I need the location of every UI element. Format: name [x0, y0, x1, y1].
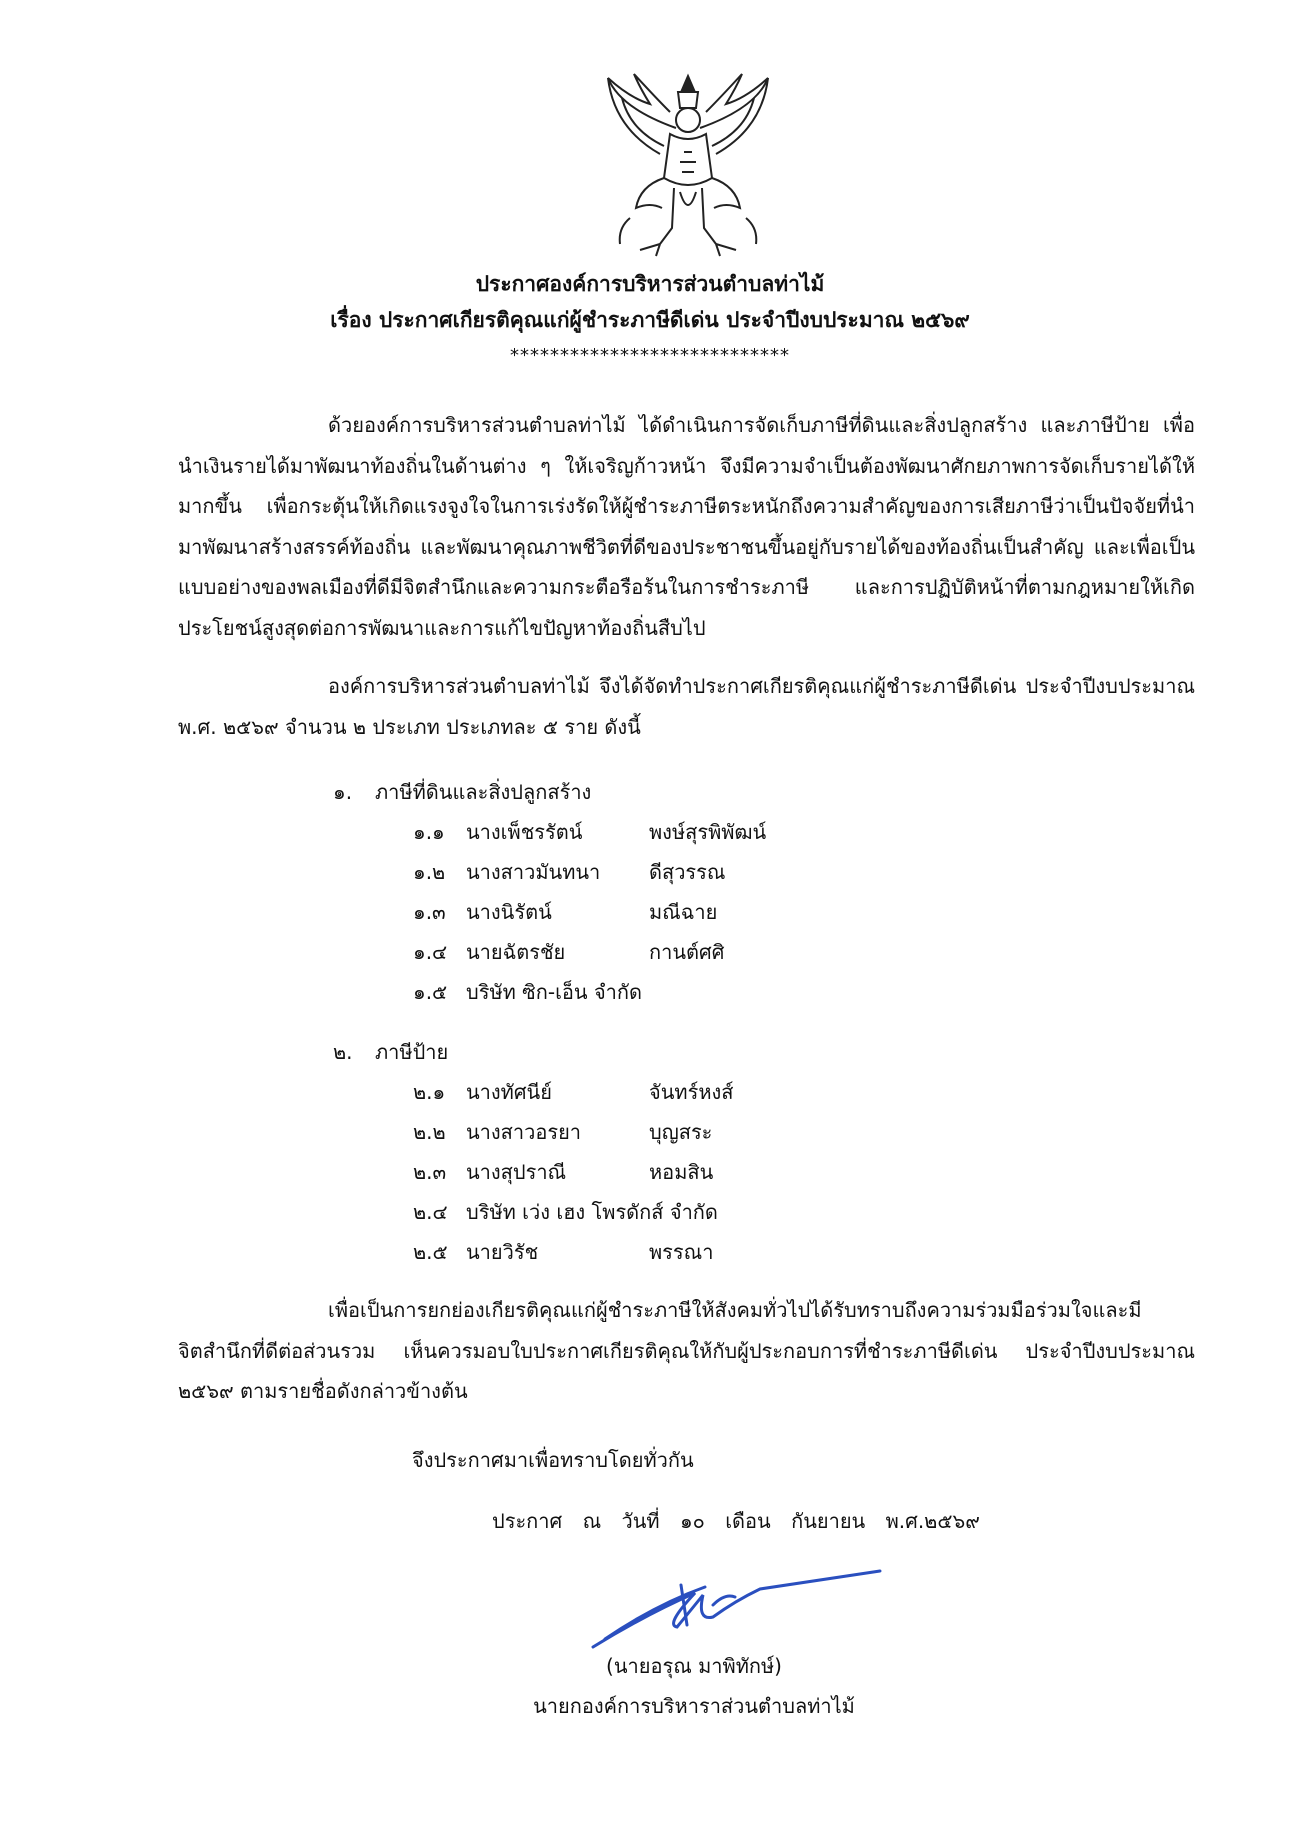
intro-paragraph-text: ด้วยองค์การบริหารส่วนตำบลท่าไม้ ได้ดำเนินการจัดเก็บภาษีที่ดินและสิ่งปลูกสร้าง และภาษีป้าย เพื่อนำเงินรายได้มาพัฒนาท้องถิ่นในด้านต่าง ๆ ให้เจริญก้าวหน้า จึงมีความจำเป็นต้องพัฒนาศักยภาพการจัดเก็บรายได้ให้มากขึ้น เพื่อกระตุ้นให้เกิดแรงจูงใจในการเร่งรัดให้ผู้ชำระภาษีตระหนักถึงความสำคัญของการเสียภาษีว่าเป็นปัจจัยที่นำมาพัฒนาสร้างสรรค์ท้องถิ่น และพัฒนาคุณภาพชีวิตที่ดีของประชาชนขึ้นอยู่กับรายได้ของท้องถิ่นเป็นสำคัญ และเพื่อเป็นแบบอย่างของพลเมืองที่ดีมีจิตสำนึกและความกระตือรือร้นในการชำระภาษี และการปฏิบัติหน้าที่ตามกฎหมายให้เกิดประโยชน์สูงสุดต่อการพัฒนาและการแก้ไขปัญหาท้องถิ่นสืบไป: [178, 413, 1195, 640]
item-number: ๒.๒: [413, 1120, 446, 1144]
date-day-label: วันที่: [621, 1509, 660, 1533]
date-at: ณ: [582, 1509, 602, 1533]
award-paragraph-text: องค์การบริหารส่วนตำบลท่าไม้ จึงได้จัดทำประกาศเกียรติคุณแก่ผู้ชำระภาษีดีเด่น ประจำปีงบประมาณ พ.ศ. ๒๕๖๙ จำนวน ๒ ประเภท ประเภทละ ๕ ราย ดังนี้: [178, 674, 1195, 739]
category-number: ๑.: [333, 780, 353, 804]
item-number: ๑.๑: [413, 820, 445, 844]
item-first-name: นายฉัตรชัย: [466, 940, 566, 964]
list-item: [333, 1192, 733, 1232]
list-item: [333, 812, 766, 852]
closing-paragraph: [178, 1290, 1195, 1412]
closing-paragraph-text: เพื่อเป็นการยกย่องเกียรติคุณแก่ผู้ชำระภาษีให้สังคมทั่วไปได้รับทราบถึงความร่วมมือร่วมใจและมีจิตสำนึกที่ดีต่อส่วนรวม เห็นควรมอบใบประกาศเกียรติคุณให้กับผู้ประกอบการที่ชำระภาษีดีเด่น ประจำปีงบประมาณ ๒๕๖๙ ตามรายชื่อดังกล่าวข้างต้น: [178, 1298, 1195, 1403]
category-number: ๒.: [333, 1040, 353, 1064]
item-last-name: จันทร์หงส์: [649, 1080, 734, 1104]
item-last-name: หอมสิน: [649, 1160, 714, 1184]
announce-line: จึงประกาศมาเพื่อทราบโดยทั่วกัน: [412, 1448, 694, 1472]
signer-title: นายกองค์การบริหาราส่วนตำบลท่าไม้: [533, 1694, 855, 1718]
intro-paragraph: [178, 405, 1195, 648]
date-month-label: เดือน: [725, 1509, 771, 1533]
item-number: ๑.๓: [413, 900, 446, 924]
announcement-title: ประกาศองค์การบริหารส่วนตำบลท่าไม้: [475, 272, 825, 296]
item-last-name: ดีสุวรรณ: [649, 860, 726, 884]
item-first-name: บริษัท เว่ง เฮง โพรดักส์ จำกัด: [466, 1200, 718, 1224]
list-item: [333, 1072, 733, 1112]
list-item: [333, 1232, 733, 1272]
item-number: ๒.๓: [413, 1160, 447, 1184]
item-first-name: นางเพ็ชรรัตน์: [466, 820, 583, 844]
item-last-name: มณีฉาย: [649, 900, 718, 924]
list-item: [333, 932, 766, 972]
date-day: ๑๐: [679, 1509, 705, 1533]
item-number: ๑.๕: [413, 980, 448, 1004]
category-label: ภาษีที่ดินและสิ่งปลูกสร้าง: [375, 780, 592, 804]
category-label: ภาษีป้าย: [375, 1040, 449, 1064]
category-land-tax: [333, 772, 766, 1012]
announcement-subject: เรื่อง ประกาศเกียรติคุณแก่ผู้ชำระภาษีดีเด่น ประจำปีงบประมาณ ๒๕๖๙: [330, 308, 970, 332]
garuda-emblem-icon: [600, 68, 776, 258]
date-month: กันยายน: [791, 1509, 866, 1533]
item-first-name: นางทัศนีย์: [466, 1080, 552, 1104]
category-heading: [333, 772, 766, 812]
item-last-name: พงษ์สุรพิพัฒน์: [649, 820, 767, 844]
item-number: ๑.๔: [413, 940, 448, 964]
separator-line: ****************************: [510, 345, 790, 366]
item-last-name: กานต์ศศิ: [649, 940, 725, 964]
item-number: ๒.๑: [413, 1080, 446, 1104]
list-item: [333, 852, 766, 892]
item-last-name: บุญสระ: [649, 1120, 713, 1144]
signature-icon: [585, 1565, 885, 1660]
category-sign-tax: [333, 1032, 733, 1272]
date-year: พ.ศ.๒๕๖๙: [885, 1509, 980, 1533]
announcement-date: [492, 1505, 994, 1537]
item-first-name: นางสาวอรยา: [466, 1120, 582, 1144]
item-number: ๒.๕: [413, 1240, 448, 1264]
list-item: [333, 972, 766, 1012]
list-item: [333, 1152, 733, 1192]
item-number: ๑.๒: [413, 860, 446, 884]
item-first-name: นางสาวมันทนา: [466, 860, 601, 884]
category-heading: [333, 1032, 733, 1072]
item-first-name: บริษัท ซิก-เอ็น จำกัด: [466, 980, 642, 1004]
item-first-name: นางสุปราณี: [466, 1160, 567, 1184]
item-number: ๒.๔: [413, 1200, 448, 1224]
award-paragraph: [178, 666, 1195, 747]
item-first-name: นางนิรัตน์: [466, 900, 552, 924]
list-item: [333, 1112, 733, 1152]
list-item: [333, 892, 766, 932]
signer-name: (นายอรุณ มาพิทักษ์): [606, 1654, 782, 1678]
item-last-name: พรรณา: [649, 1240, 714, 1264]
date-prefix: ประกาศ: [492, 1509, 563, 1533]
item-first-name: นายวิรัช: [466, 1240, 539, 1264]
